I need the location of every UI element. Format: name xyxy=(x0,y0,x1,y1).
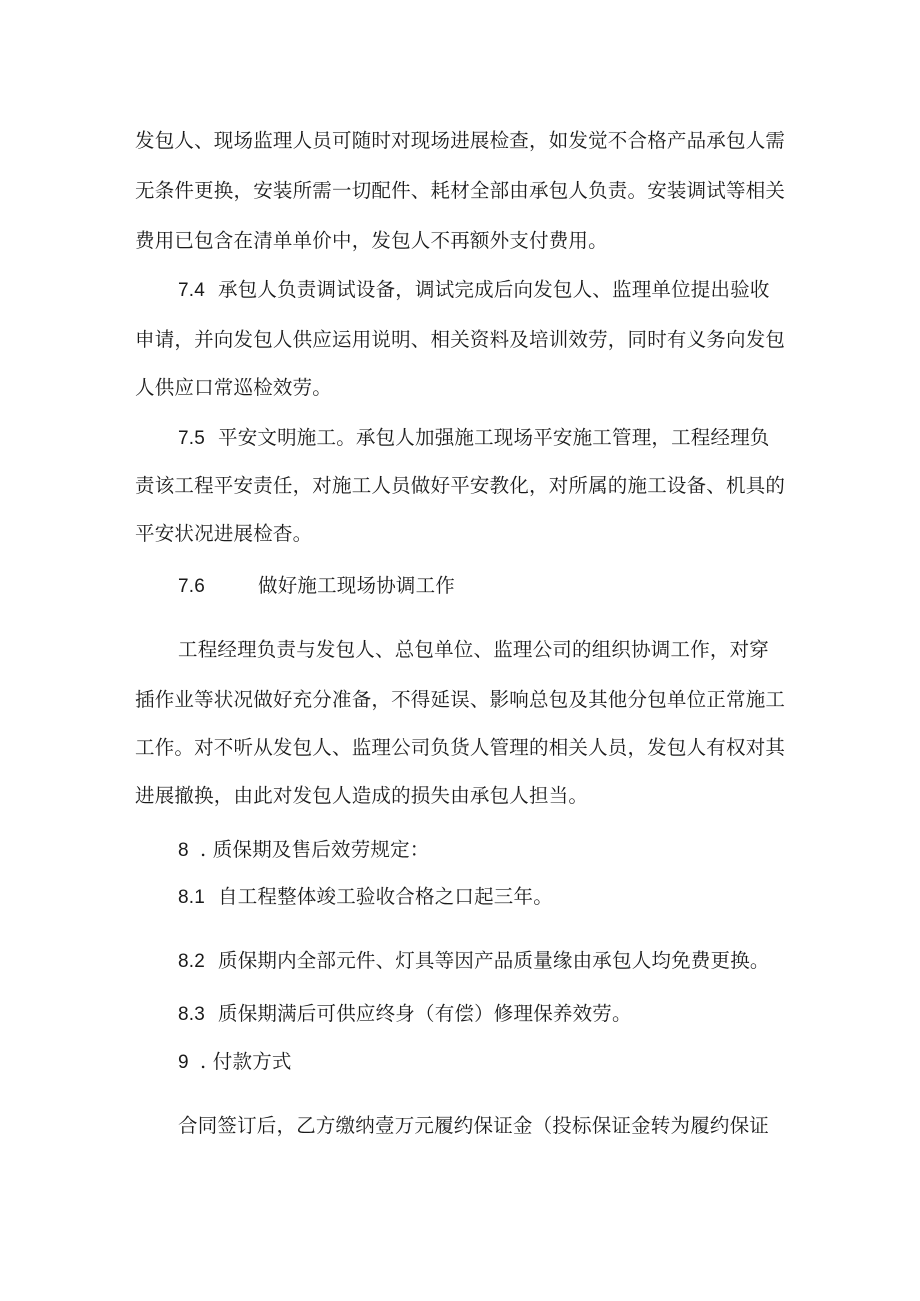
section-7-5-text-1: 平安文明施工。承包人加强施工现场平安施工管理，工程经理负 xyxy=(218,426,770,449)
para1-line-3: 费用已包含在清单单价中，发包人不再额外支付费用。 xyxy=(135,229,608,252)
section-7-4-line-2: 申请，并向发包人供应运用说明、相关资料及培训效劳，同时有义务向发包 xyxy=(135,328,786,351)
section-8-3-number: 8.3 xyxy=(178,1004,206,1025)
section-8-title: . 质保期及售后效劳规定： xyxy=(200,838,430,861)
section-7-4-text-1: 承包人负责调试设备，调试完成后向发包人、监理单位提出验收 xyxy=(218,278,770,301)
section-8-2 xyxy=(178,947,790,976)
section-8-3-text: 质保期满后可供应终身（有偿）修理保养效劳。 xyxy=(218,1002,632,1025)
section-8-number: 8 xyxy=(178,840,189,861)
section-7-6-heading xyxy=(178,572,790,601)
section-7-5-line-2: 责该工程平安责任，对施工人员做好平安教化，对所属的施工设备、机具的 xyxy=(135,474,786,497)
section-8-1-number: 8.1 xyxy=(178,887,206,908)
section-8-3 xyxy=(178,1000,790,1029)
section-8-1 xyxy=(178,883,790,912)
section-8-2-number: 8.2 xyxy=(178,951,206,972)
section-9-title: . 付款方式 xyxy=(200,1050,292,1073)
section-7-6-number: 7.6 xyxy=(178,576,206,597)
section-7-5-line-3: 平安状况进展检杳。 xyxy=(135,522,313,545)
section-7-4-line-3: 人供应口常巡检效劳。 xyxy=(135,376,333,399)
para1-line-1: 发包人、现场监理人员可随时对现场进展检查，如发觉不合格产品承包人需 xyxy=(135,129,786,152)
para1-line-2: 无条件更换，安装所需一切配件、耗材全部由承包人负责。安装调试等相关 xyxy=(135,179,786,202)
section-8-1-text: 自工程整体竣工验收合格之口起三年。 xyxy=(218,885,553,908)
para3-line-1: 合同签订后，乙方缴纳壹万元履约保证金（投标保证金转为履约保证 xyxy=(178,1114,770,1137)
para2-line-4: 进展撤换，由此对发包人造成的损失由承包人担当。 xyxy=(135,784,589,807)
section-7-4-line-1 xyxy=(178,276,790,305)
para2-line-1: 工程经理负责与发包人、总包单位、监理公司的组织协调工作，对穿 xyxy=(178,638,770,661)
section-7-5-line-1 xyxy=(178,424,790,453)
section-7-4-number: 7.4 xyxy=(178,280,206,301)
section-7-5-number: 7.5 xyxy=(178,428,206,449)
para2-line-2: 插作业等状况做好充分准备，不得延误、影响总包及其他分包单位正常施工 xyxy=(135,688,786,711)
para2-line-3: 工作。对不听从发包人、监理公司负货人管理的相关人员，发包人有权对其 xyxy=(135,736,786,759)
section-7-6-title: 做好施工现场协调工作 xyxy=(258,574,456,597)
section-8-heading xyxy=(178,836,790,865)
section-9-heading xyxy=(178,1048,790,1077)
section-8-2-text: 质保期内全部元件、灯具等因产品质量缘由承包人均免费更换。 xyxy=(218,949,770,972)
section-9-number: 9 xyxy=(178,1052,189,1073)
